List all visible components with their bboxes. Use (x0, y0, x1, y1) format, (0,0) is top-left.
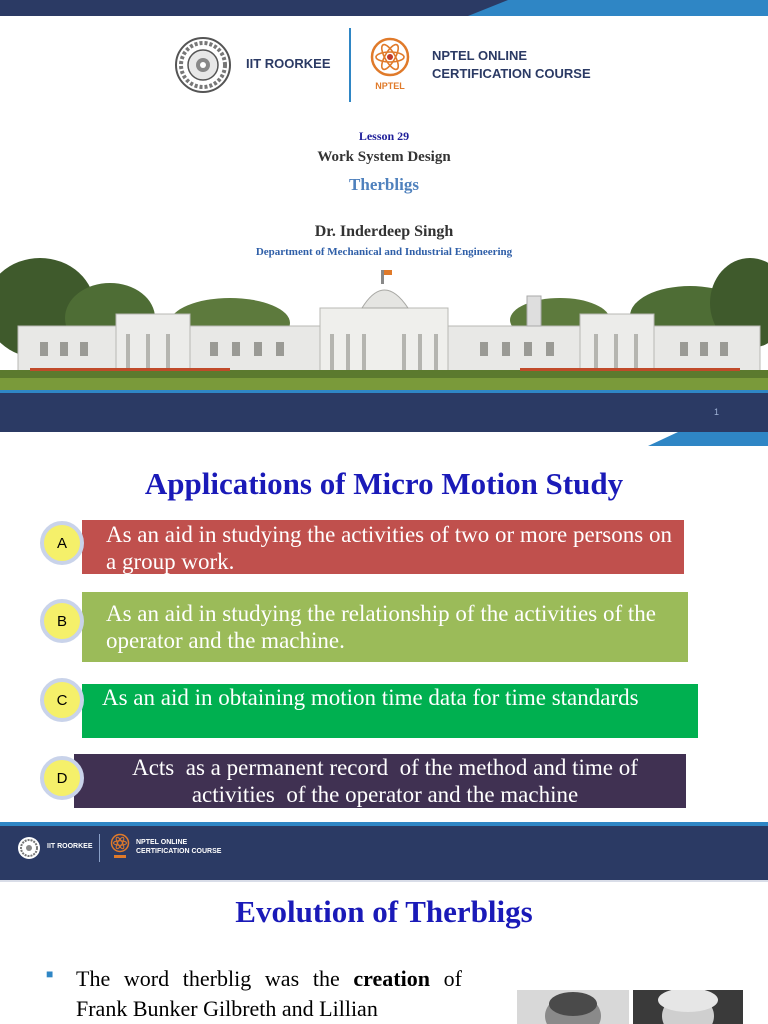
iit-roorkee-logo-icon (17, 836, 41, 860)
slide-title: Evolution of Therbligs (235, 894, 533, 929)
marker-a: A (40, 521, 84, 565)
top-band-accent (468, 0, 768, 16)
slide-title: Applications of Micro Motion Study (144, 466, 624, 501)
application-text-d-line2: activities of the operator and the machine (191, 782, 579, 807)
application-text-b: As an aid in studying the relationship of the activities of the operator and the machine. (106, 601, 656, 653)
application-text-d-line1: Acts as a permanent record of the method and time of (132, 755, 638, 780)
marker-d: D (40, 756, 84, 800)
lesson-topic: Therbligs (349, 175, 419, 194)
bottom-band (0, 390, 768, 432)
marker-b: B (40, 599, 84, 643)
title-slide (0, 0, 768, 446)
gilbreth-portraits-photo (517, 990, 743, 1024)
footer-nptel-line2: CERTIFICATION COURSE (136, 848, 222, 855)
nptel-logo-icon (369, 36, 411, 92)
bullet-text-after: of Frank Bunker Gilbreth and Lillian (76, 966, 463, 1021)
applications-slide (0, 446, 768, 880)
bullet-text-bold: creation (353, 966, 430, 991)
slide-separator (0, 880, 768, 882)
nptel-label (432, 47, 591, 83)
course-title: Work System Design (317, 149, 451, 165)
application-item-d (74, 754, 686, 808)
author-department: Department of Mechanical and Industrial Engineering (255, 246, 513, 258)
iit-roorkee-logo-icon (174, 36, 232, 94)
logo-divider (349, 28, 351, 102)
slide-footer (0, 826, 768, 880)
evolution-slide (0, 880, 768, 1024)
footer-nptel-label (136, 838, 221, 856)
nptel-label-line1: NPTEL ONLINE (432, 48, 528, 63)
application-text-a: As an aid in studying the activities of two or more persons on a group work. (106, 522, 672, 574)
lesson-number: Lesson 29 (358, 129, 410, 143)
bullet-text (76, 964, 462, 1024)
bottom-band-accent (648, 432, 768, 446)
application-item-b (82, 592, 688, 662)
author-name: Dr. Inderdeep Singh (314, 223, 454, 240)
nptel-label-line2: CERTIFICATION COURSE (432, 66, 591, 81)
bullet-text-before: The word therblig was the (76, 966, 354, 991)
application-text-c: As an aid in obtaining motion time data for time standards (102, 685, 639, 710)
nptel-logo-icon (110, 833, 130, 861)
footer-divider (99, 834, 100, 862)
iit-roorkee-label: IIT ROORKEE (246, 56, 331, 71)
page-number: 1 (714, 407, 720, 417)
footer-iit-label: IIT ROORKEE (47, 843, 93, 850)
campus-building-photo (0, 258, 768, 390)
application-item-a (82, 520, 684, 574)
bullet-square-icon: ■ (46, 967, 54, 981)
marker-c: C (40, 678, 84, 722)
application-item-c (82, 684, 698, 738)
footer-nptel-line1: NPTEL ONLINE (136, 839, 188, 846)
nptel-logo-text: NPTEL (375, 81, 405, 91)
